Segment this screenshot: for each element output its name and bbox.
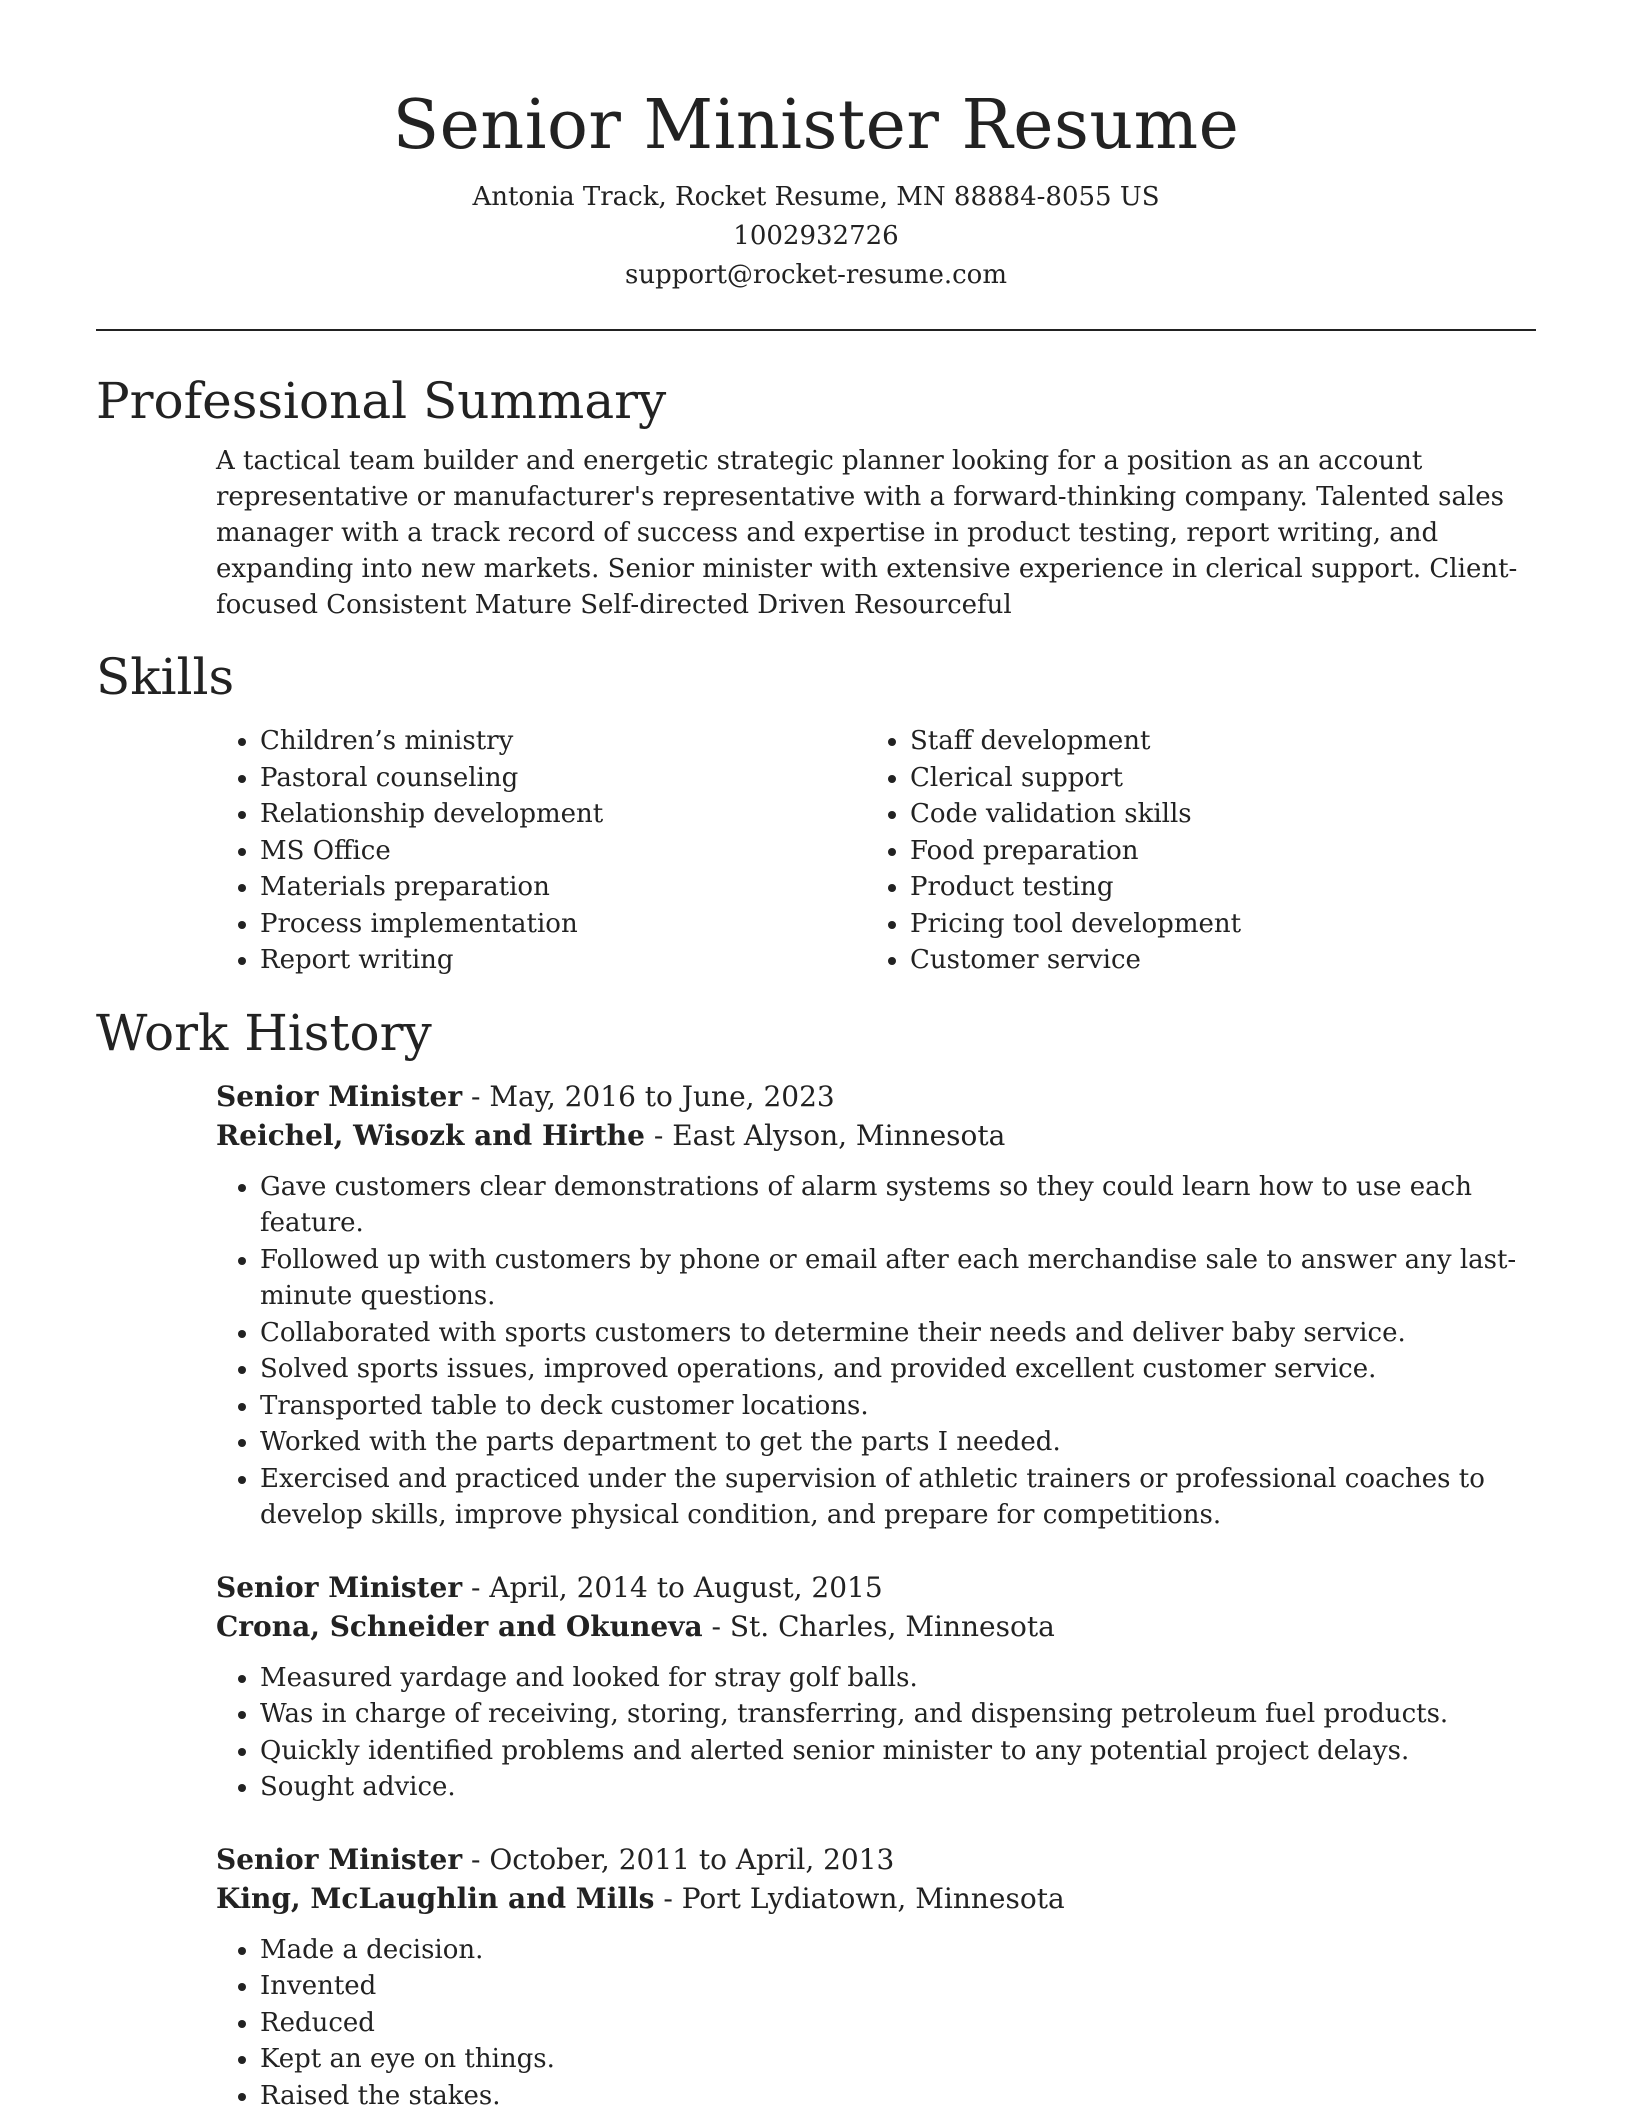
- job-dates: - October, 2011 to April, 2013: [462, 1843, 894, 1876]
- summary-heading: Professional Summary: [96, 369, 1536, 433]
- job-title: Senior Minister: [216, 1080, 462, 1113]
- skill-item: • Children’s ministry: [260, 723, 866, 760]
- job-bullet: • Measured yardage and looked for stray golf balls.: [260, 1660, 1536, 1697]
- job-bullet: • Kept an eye on things.: [260, 2041, 1536, 2078]
- skill-item: • Staff development: [910, 723, 1516, 760]
- job-location: - Port Lydiatown, Minnesota: [654, 1882, 1064, 1915]
- job-bullet: • Quickly identified problems and alerted senior minister to any potential project delays.: [260, 1733, 1536, 1770]
- summary-text: A tactical team builder and energetic strategic planner looking for a position as an account representative or manufacturer's representative with a forward-thinking company. Talented sales manager with a track record of success and expertise in product testing, report writing, and expanding into new markets. Senior minister with extensive experience in clerical support. Client-focused Consistent Mature Self-directed Driven Resourceful: [216, 443, 1536, 623]
- skill-item: • Pastoral counseling: [260, 760, 866, 797]
- contact-phone: 1002932726: [96, 217, 1536, 256]
- skills-grid: [216, 723, 1536, 979]
- job-location: - St. Charles, Minnesota: [703, 1610, 1055, 1643]
- job-bullet: • Invented: [260, 1968, 1536, 2005]
- skills-list-right: [866, 723, 1516, 979]
- resume-page: [96, 0, 1536, 2114]
- skill-item: • Customer service: [910, 942, 1516, 979]
- job-bullet: • Solved sports issues, improved operations, and provided excellent customer service.: [260, 1351, 1536, 1388]
- skill-item: • Food preparation: [910, 833, 1516, 870]
- job-bullet: • Made a decision.: [260, 1932, 1536, 1969]
- job-bullet: • Collaborated with sports customers to determine their needs and deliver baby service.: [260, 1315, 1536, 1352]
- skill-item: • Report writing: [260, 942, 866, 979]
- skills-heading: Skills: [96, 645, 1536, 709]
- job-company: King, McLaughlin and Mills: [216, 1882, 654, 1915]
- skill-item: • Pricing tool development: [910, 906, 1516, 943]
- job-dates: - April, 2014 to August, 2015: [462, 1571, 883, 1604]
- job-title-line: [216, 1568, 1536, 1607]
- header-divider: [96, 329, 1536, 331]
- skill-item: • Code validation skills: [910, 796, 1516, 833]
- contact-block: [96, 178, 1536, 295]
- job-bullet: • Transported table to deck customer locations.: [260, 1388, 1536, 1425]
- job-bullet: • Reduced: [260, 2005, 1536, 2042]
- job-bullet: • Gave customers clear demonstrations of alarm systems so they could learn how to use each feature.: [260, 1169, 1536, 1242]
- skill-item: • Materials preparation: [260, 869, 866, 906]
- job-title: Senior Minister: [216, 1571, 462, 1604]
- job-bullet: • Exercised and practiced under the supervision of athletic trainers or professional coaches to develop skills, improve physical condition, and prepare for competitions.: [260, 1461, 1536, 1534]
- job-entry: [216, 1840, 1536, 2114]
- work-history-heading: Work History: [96, 1001, 1536, 1065]
- job-bullet: • Was in charge of receiving, storing, transferring, and dispensing petroleum fuel products.: [260, 1696, 1536, 1733]
- job-company: Crona, Schneider and Okuneva: [216, 1610, 703, 1643]
- job-company: Reichel, Wisozk and Hirthe: [216, 1119, 645, 1152]
- job-company-line: [216, 1607, 1536, 1646]
- job-company-line: [216, 1879, 1536, 1918]
- job-location: - East Alyson, Minnesota: [645, 1119, 1005, 1152]
- job-bullets: [216, 1169, 1536, 1534]
- job-title-line: [216, 1840, 1536, 1879]
- job-title: Senior Minister: [216, 1843, 462, 1876]
- job-company-line: [216, 1116, 1536, 1155]
- job-bullet: • Sought advice.: [260, 1769, 1536, 1806]
- job-bullet: • Followed up with customers by phone or email after each merchandise sale to answer any last-minute questions.: [260, 1242, 1536, 1315]
- job-bullets: [216, 1932, 1536, 2114]
- skills-list-left: [216, 723, 866, 979]
- skill-item: • Product testing: [910, 869, 1516, 906]
- job-entry: [216, 1077, 1536, 1534]
- skill-item: • Clerical support: [910, 760, 1516, 797]
- job-bullets: [216, 1660, 1536, 1806]
- job-title-line: [216, 1077, 1536, 1116]
- page-title: Senior Minister Resume: [96, 84, 1536, 168]
- skill-item: • MS Office: [260, 833, 866, 870]
- job-entry: [216, 1568, 1536, 1806]
- job-bullet: • Worked with the parts department to get the parts I needed.: [260, 1424, 1536, 1461]
- job-dates: - May, 2016 to June, 2023: [462, 1080, 835, 1113]
- contact-email: support@rocket-resume.com: [96, 256, 1536, 295]
- skill-item: • Relationship development: [260, 796, 866, 833]
- job-bullet: • Raised the stakes.: [260, 2078, 1536, 2114]
- skill-item: • Process implementation: [260, 906, 866, 943]
- contact-address: Antonia Track, Rocket Resume, MN 88884-8055 US: [96, 178, 1536, 217]
